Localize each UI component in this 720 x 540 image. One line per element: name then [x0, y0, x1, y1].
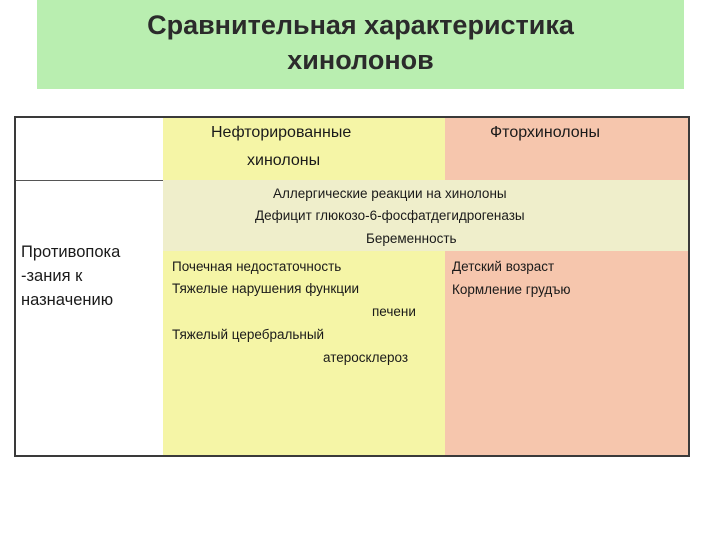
nf-item-cerebral-cont: атеросклероз	[323, 350, 409, 365]
title-banner	[37, 0, 684, 89]
slide-title-line-2: хинолонов	[287, 45, 434, 75]
nf-item-renal-failure: Почечная недостаточность	[172, 259, 342, 274]
fq-item-childhood: Детский возраст	[452, 259, 555, 274]
common-item-g6pd-deficiency: Дефицит глюкозо-6-фосфатдегидрогеназы	[255, 208, 525, 223]
nf-item-liver-impairment: Тяжелые нарушения функции	[172, 281, 360, 296]
common-item-allergy: Аллергические реакции на хинолоны	[273, 186, 507, 201]
row-label-line-1: Противопока	[21, 243, 121, 261]
row-label-line-3: назначению	[21, 291, 114, 309]
row-label-line-2: -зания к	[21, 267, 83, 285]
nf-item-cerebral: Тяжелый церебральный	[172, 327, 325, 342]
common-item-pregnancy: Беременность	[366, 231, 457, 246]
header-non-fluorinated-line-2: хинолоны	[247, 152, 321, 169]
header-fluoroquinolones: Фторхинолоны	[490, 124, 600, 141]
nf-item-liver-impairment-cont: печени	[372, 304, 416, 319]
fq-item-breastfeeding: Кормление грудъю	[452, 282, 571, 297]
header-non-fluorinated-line-1: Нефторированные	[211, 124, 352, 141]
slide-title-line-1: Сравнительная характеристика	[147, 10, 574, 40]
